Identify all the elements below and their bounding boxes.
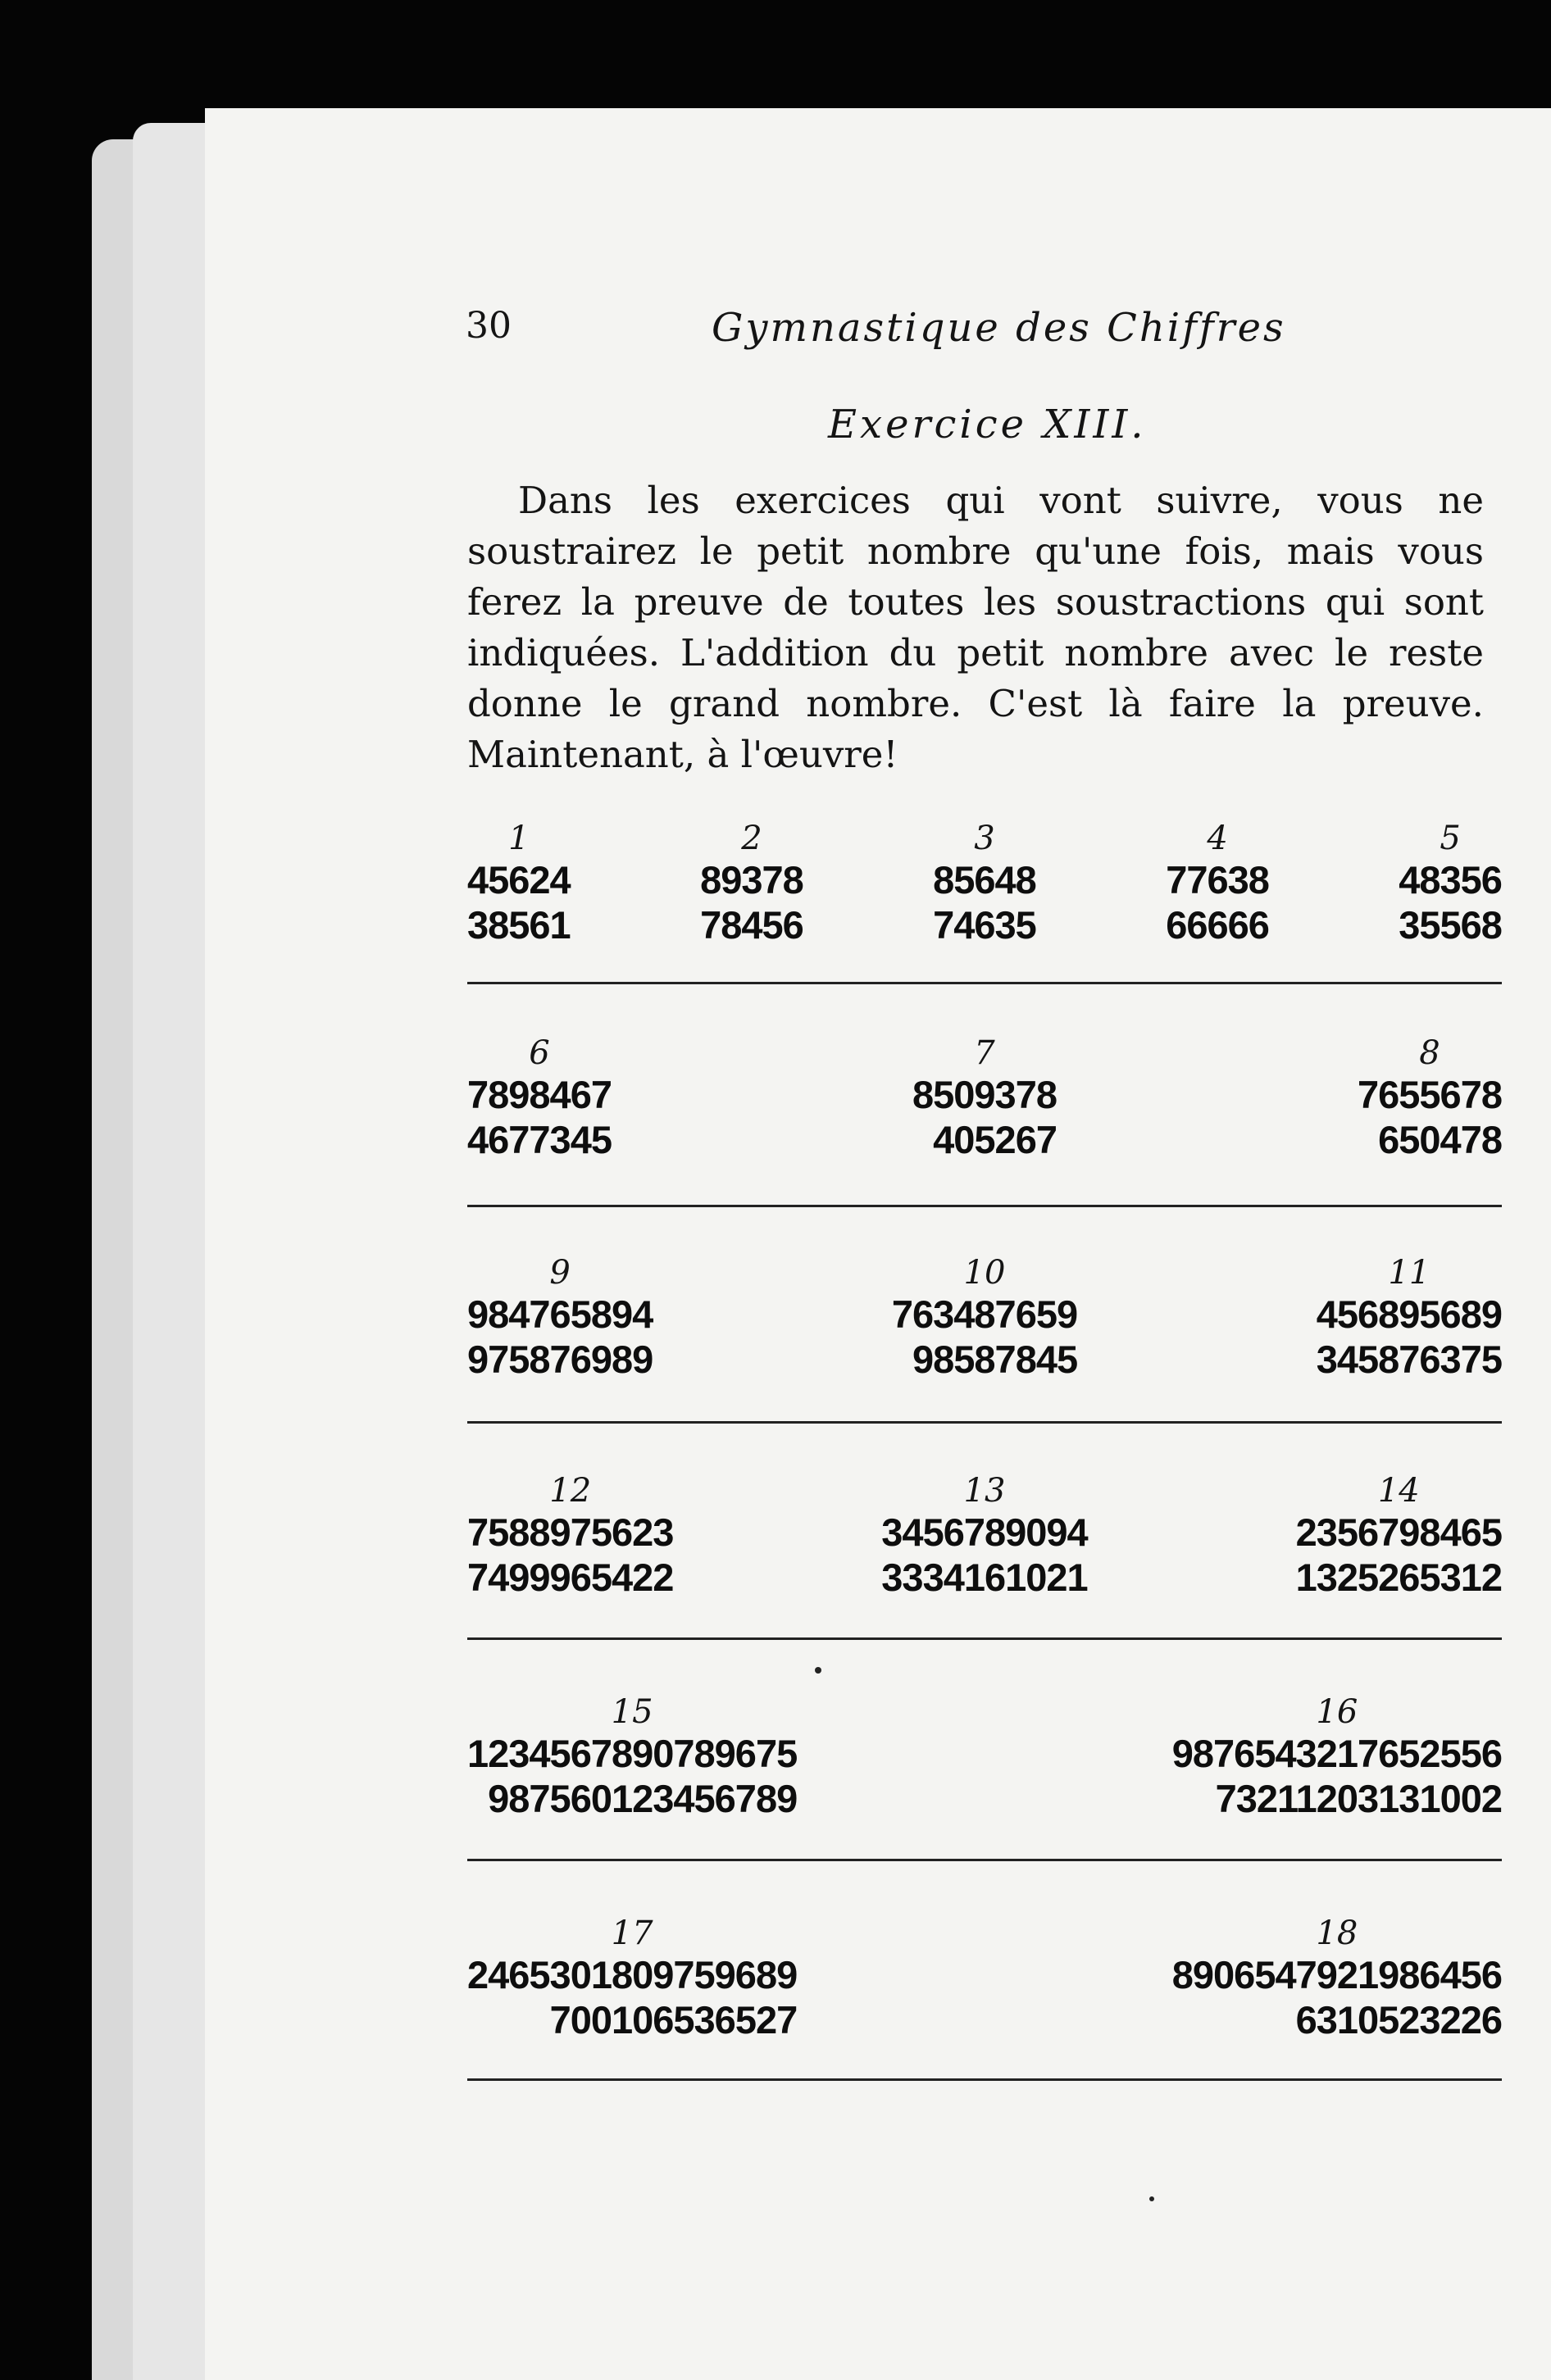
divider-rule bbox=[467, 1421, 1502, 1424]
problem-group-3 bbox=[467, 1254, 1502, 1442]
divider-rule bbox=[467, 2078, 1502, 2081]
divider-rule bbox=[467, 1637, 1502, 1640]
minuend: 77638 bbox=[1166, 858, 1269, 902]
subtrahend: 66666 bbox=[1166, 903, 1269, 947]
minuend: 456895689 bbox=[1316, 1292, 1502, 1336]
problem-label: 2 bbox=[741, 820, 762, 857]
subtrahend: 38561 bbox=[467, 903, 571, 947]
problem-15 bbox=[467, 1693, 797, 1821]
problem-label: 7 bbox=[974, 1034, 995, 1072]
minuend: 763487659 bbox=[891, 1292, 1078, 1336]
problem-group-4 bbox=[467, 1472, 1502, 1660]
minuend: 9876543217652556 bbox=[1171, 1732, 1502, 1775]
problem-11 bbox=[1317, 1254, 1502, 1382]
subtrahend: 650478 bbox=[1378, 1118, 1502, 1161]
problem-5 bbox=[1399, 820, 1502, 947]
problem-label: 3 bbox=[974, 820, 995, 857]
divider-rule bbox=[467, 1205, 1502, 1207]
minuend: 1234567890789675 bbox=[467, 1732, 798, 1775]
problem-17 bbox=[467, 1914, 797, 2042]
subtrahend: 405267 bbox=[933, 1118, 1057, 1161]
minuend: 45624 bbox=[467, 858, 571, 902]
problem-label: 1 bbox=[508, 820, 530, 857]
problem-10 bbox=[892, 1254, 1077, 1382]
minuend: 2465301809759689 bbox=[467, 1953, 798, 1996]
subtrahend: 345876375 bbox=[1316, 1338, 1502, 1381]
problem-7 bbox=[912, 1034, 1057, 1162]
subtrahend: 1325265312 bbox=[1295, 1556, 1502, 1599]
problem-label: 11 bbox=[1388, 1254, 1430, 1292]
subtrahend: 35568 bbox=[1399, 903, 1502, 947]
problem-16 bbox=[1172, 1693, 1502, 1821]
minuend: 8906547921986456 bbox=[1171, 1953, 1502, 1996]
problem-9 bbox=[467, 1254, 653, 1382]
running-title: Gymnastique des Chiffres bbox=[712, 305, 1286, 351]
problem-label: 12 bbox=[549, 1472, 592, 1510]
subtrahend: 987560123456789 bbox=[488, 1777, 798, 1820]
problem-group-1 bbox=[467, 820, 1502, 1008]
problem-label: 16 bbox=[1316, 1693, 1358, 1731]
subtrahend: 975876989 bbox=[467, 1338, 653, 1381]
subtrahend: 74635 bbox=[933, 903, 1036, 947]
minuend: 85648 bbox=[933, 858, 1036, 902]
problem-6 bbox=[467, 1034, 612, 1162]
problem-label: 9 bbox=[549, 1254, 571, 1292]
subtrahend: 3334161021 bbox=[881, 1556, 1088, 1599]
problem-2 bbox=[700, 820, 803, 947]
problem-label: 5 bbox=[1440, 820, 1461, 857]
problem-group-6 bbox=[467, 1914, 1502, 2103]
subtrahend: 6310523226 bbox=[1295, 1998, 1502, 2042]
problem-group-5 bbox=[467, 1693, 1502, 1882]
minuend: 89378 bbox=[700, 858, 803, 902]
minuend: 7655678 bbox=[1358, 1073, 1502, 1116]
subtrahend: 73211203131002 bbox=[1215, 1777, 1502, 1820]
problem-label: 18 bbox=[1316, 1914, 1358, 1952]
problem-13 bbox=[881, 1472, 1087, 1600]
problem-1 bbox=[467, 820, 571, 947]
subtrahend: 700106536527 bbox=[549, 1998, 798, 2042]
ink-speck bbox=[815, 1667, 821, 1674]
minuend: 984765894 bbox=[467, 1292, 653, 1336]
problem-label: 10 bbox=[963, 1254, 1006, 1292]
subtrahend: 4677345 bbox=[467, 1118, 612, 1161]
problem-3 bbox=[933, 820, 1036, 947]
problem-label: 13 bbox=[963, 1472, 1006, 1510]
minuend: 7898467 bbox=[467, 1073, 612, 1116]
problem-label: 4 bbox=[1207, 820, 1228, 857]
problem-label: 14 bbox=[1377, 1472, 1420, 1510]
problem-4 bbox=[1166, 820, 1269, 947]
intro-paragraph: Dans les exercices qui vont suivre, vous ne soustrairez le petit nombre qu'une fois, mais vous ferez la preuve de toutes les soustractions qui sont indiquées. L'addition du petit nombre avec le reste donne le grand nombre. C'est là faire la preuve. Maintenant, à l'œuvre! bbox=[467, 479, 1484, 776]
minuend: 7588975623 bbox=[467, 1510, 674, 1554]
page-number: 30 bbox=[466, 305, 512, 347]
problem-label: 6 bbox=[529, 1034, 550, 1072]
problem-12 bbox=[467, 1472, 673, 1600]
minuend: 2356798465 bbox=[1295, 1510, 1502, 1554]
minuend: 48356 bbox=[1399, 858, 1502, 902]
exercise-title: Exercice XIII. bbox=[828, 402, 1147, 447]
subtrahend: 78456 bbox=[700, 903, 803, 947]
ink-speck bbox=[1149, 2196, 1154, 2201]
minuend: 3456789094 bbox=[881, 1510, 1088, 1554]
page-header bbox=[466, 305, 1499, 362]
divider-rule bbox=[467, 1859, 1502, 1861]
minuend: 8509378 bbox=[912, 1073, 1057, 1116]
divider-rule bbox=[467, 982, 1502, 984]
problem-18 bbox=[1172, 1914, 1502, 2042]
problem-group-2 bbox=[467, 1034, 1502, 1223]
problem-label: 8 bbox=[1419, 1034, 1440, 1072]
problem-14 bbox=[1296, 1472, 1502, 1600]
problem-label: 15 bbox=[611, 1693, 653, 1731]
problem-8 bbox=[1358, 1034, 1502, 1162]
subtrahend: 7499965422 bbox=[467, 1556, 674, 1599]
subtrahend: 98587845 bbox=[912, 1338, 1078, 1381]
problem-label: 17 bbox=[611, 1914, 653, 1952]
